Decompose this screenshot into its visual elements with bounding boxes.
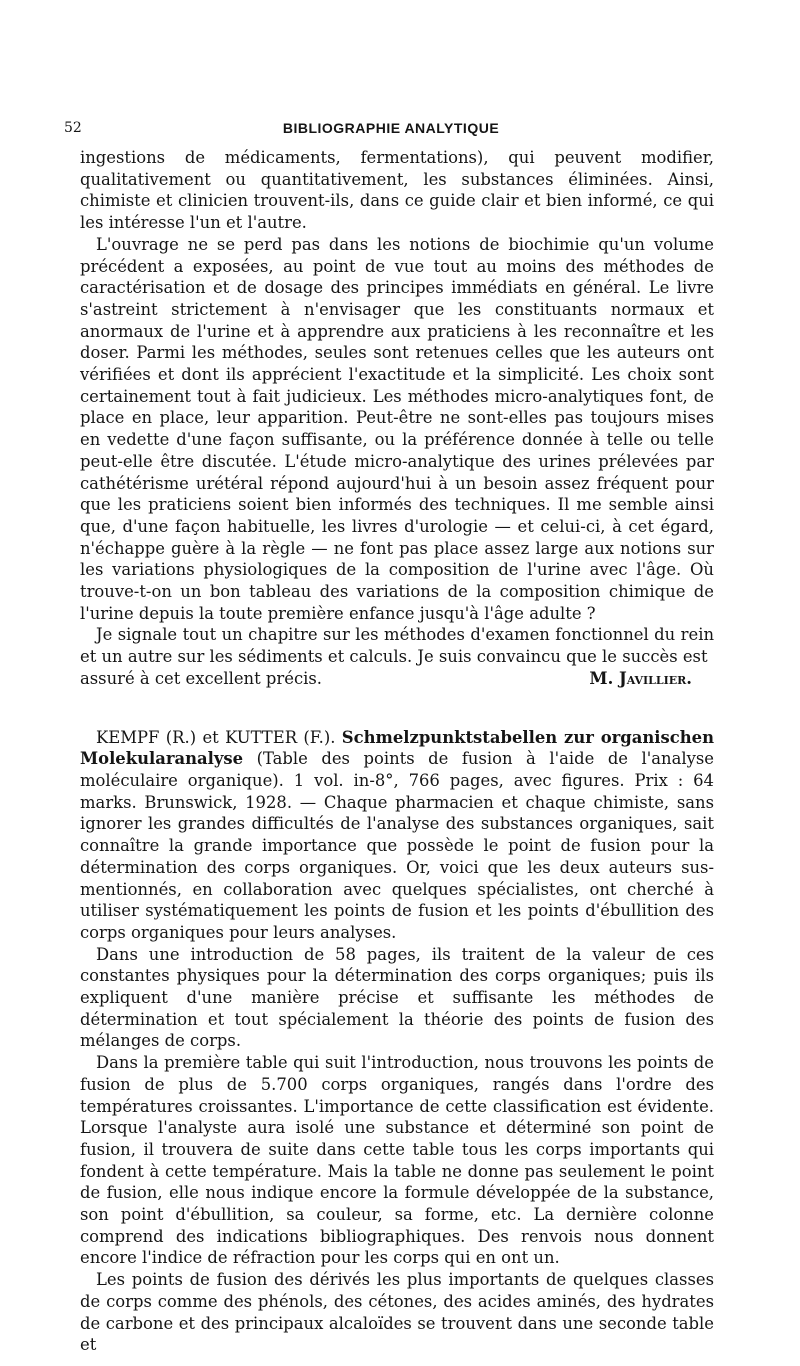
- running-title: BIBLIOGRAPHIE ANALYTIQUE: [282, 120, 500, 136]
- review1-paragraph-3: Je signale tout un chapitre sur les méthodes d'examen fonctionnel du rein et un autre sur les sédiments et calculs. Je suis convaincu que le succès est: [80, 625, 714, 667]
- page-body: [80, 147, 714, 1356]
- section-gap: [80, 690, 714, 727]
- review2-paragraph-1-text: (Table des points de fusion à l'aide de l'analyse moléculaire organique). 1 vol. in-8°, 766 pages, avec figures. Prix : 64 marks. Brunswick, 1928. — Chaque pharmacien et chaque chimiste, sans ignorer les grandes difficultés de l'analyse des substances organiques, sait connaître la grande importance que possède le point de fusion pour la détermination des corps organiques. Or, voici que les deux auteurs sus-mentionnés, en collaboration avec quelques spécialistes, ont cherché à utiliser systématiquement les points de fusion et les points d'ébullition des corps organiques pour leurs analyses.: [80, 749, 714, 942]
- review-kempf-kutter: [80, 727, 714, 1356]
- page-header: [64, 119, 718, 137]
- review2-authors: KEMPF (R.) et KUTTER (F.).: [96, 727, 336, 747]
- review2-paragraph-1: [80, 727, 714, 944]
- review1-paragraph-1: ingestions de médicaments, fermentations), qui peuvent modifier, qualitativement ou quantitativement, les substances éliminées. Ainsi, chimiste et clinicien trouvent-ils, dans ce guide clair et bien informé, ce qui les intéresse l'un et l'autre.: [80, 148, 714, 233]
- review2-paragraph-4: Les points de fusion des dérivés les plus importants de quelques classes de corps comme des phénols, des cétones, des acides aminés, des hydrates de carbone et des principaux alcaloïdes se trouvent dans une seconde table et: [80, 1270, 714, 1355]
- review2-book-title: Schmelzpunktstabellen zur organischen Molekularanalyse: [80, 727, 714, 769]
- review1-closing-line: [80, 668, 714, 690]
- review1-paragraph-2: L'ouvrage ne se perd pas dans les notions de biochimie qu'un volume précédent a exposées, au point de vue tout au moins des méthodes de caractérisation et de dosage des principes immédiats en général. Le livre s'astreint strictement à n'envisager que les constituants normaux et anormaux de l'urine et à apprendre aux praticiens à les reconnaître et les doser. Parmi les méthodes, seules sont retenues celles que les auteurs ont vérifiées et dont ils apprécient l'exactitude et la simplicité. Les choix sont certainement tout à fait judicieux. Les méthodes micro-analytiques font, de place en place, leur apparition. Peut-être ne sont-elles pas toujours mises en vedette d'une façon suffisante, ou la préférence donnée à telle ou telle peut-elle être discutée. L'étude micro-analytique des urines prélevées par cathétérisme urétéral répond aujourd'hui à un besoin assez fréquent pour que les praticiens soient bien informés des techniques. Il me semble ainsi que, d'une façon habituelle, les livres d'urologie — et celui-ci, à cet égard, n'échappe guère à la règle — ne font pas place assez large aux notions sur les variations physiologiques de la composition de l'urine avec l'âge. Où trouve-t-on un bon tableau des variations de la composition chimique de l'urine depuis la toute première enfance jusqu'à l'âge adulte ?: [80, 234, 714, 623]
- reviewer-signature: M. Javillier.: [589, 668, 692, 688]
- review2-paragraph-2: Dans une introduction de 58 pages, ils traitent de la valeur de ces constantes physiques pour la détermination des corps organiques; puis ils expliquent d'une manière précise et suffisante les méthodes de détermination et tout spécialement la théorie des points de fusion des mélanges de corps.: [80, 944, 714, 1051]
- review1-closing-text: assuré à cet excellent précis.: [80, 668, 322, 688]
- review2-paragraph-3: Dans la première table qui suit l'introduction, nous trouvons les points de fusion de plus de 5.700 corps organiques, rangés dans l'ordre des températures croissantes. L'importance de cette classification est évidente. Lorsque l'analyste aura isolé une substance et déterminé son point de fusion, il trouvera de suite dans cette table tous les corps importants qui fondent à cette température. Mais la table ne donne pas seulement le point de fusion, elle nous indique encore la formule développée de la substance, son point d'ébullition, sa couleur, sa forme, etc. La dernière colonne comprend des indications bibliographiques. Des renvois nous donnent encore l'indice de réfraction pour les corps qui en ont un.: [80, 1053, 714, 1268]
- page-number: 52: [64, 120, 82, 136]
- review-javillier: [80, 147, 714, 690]
